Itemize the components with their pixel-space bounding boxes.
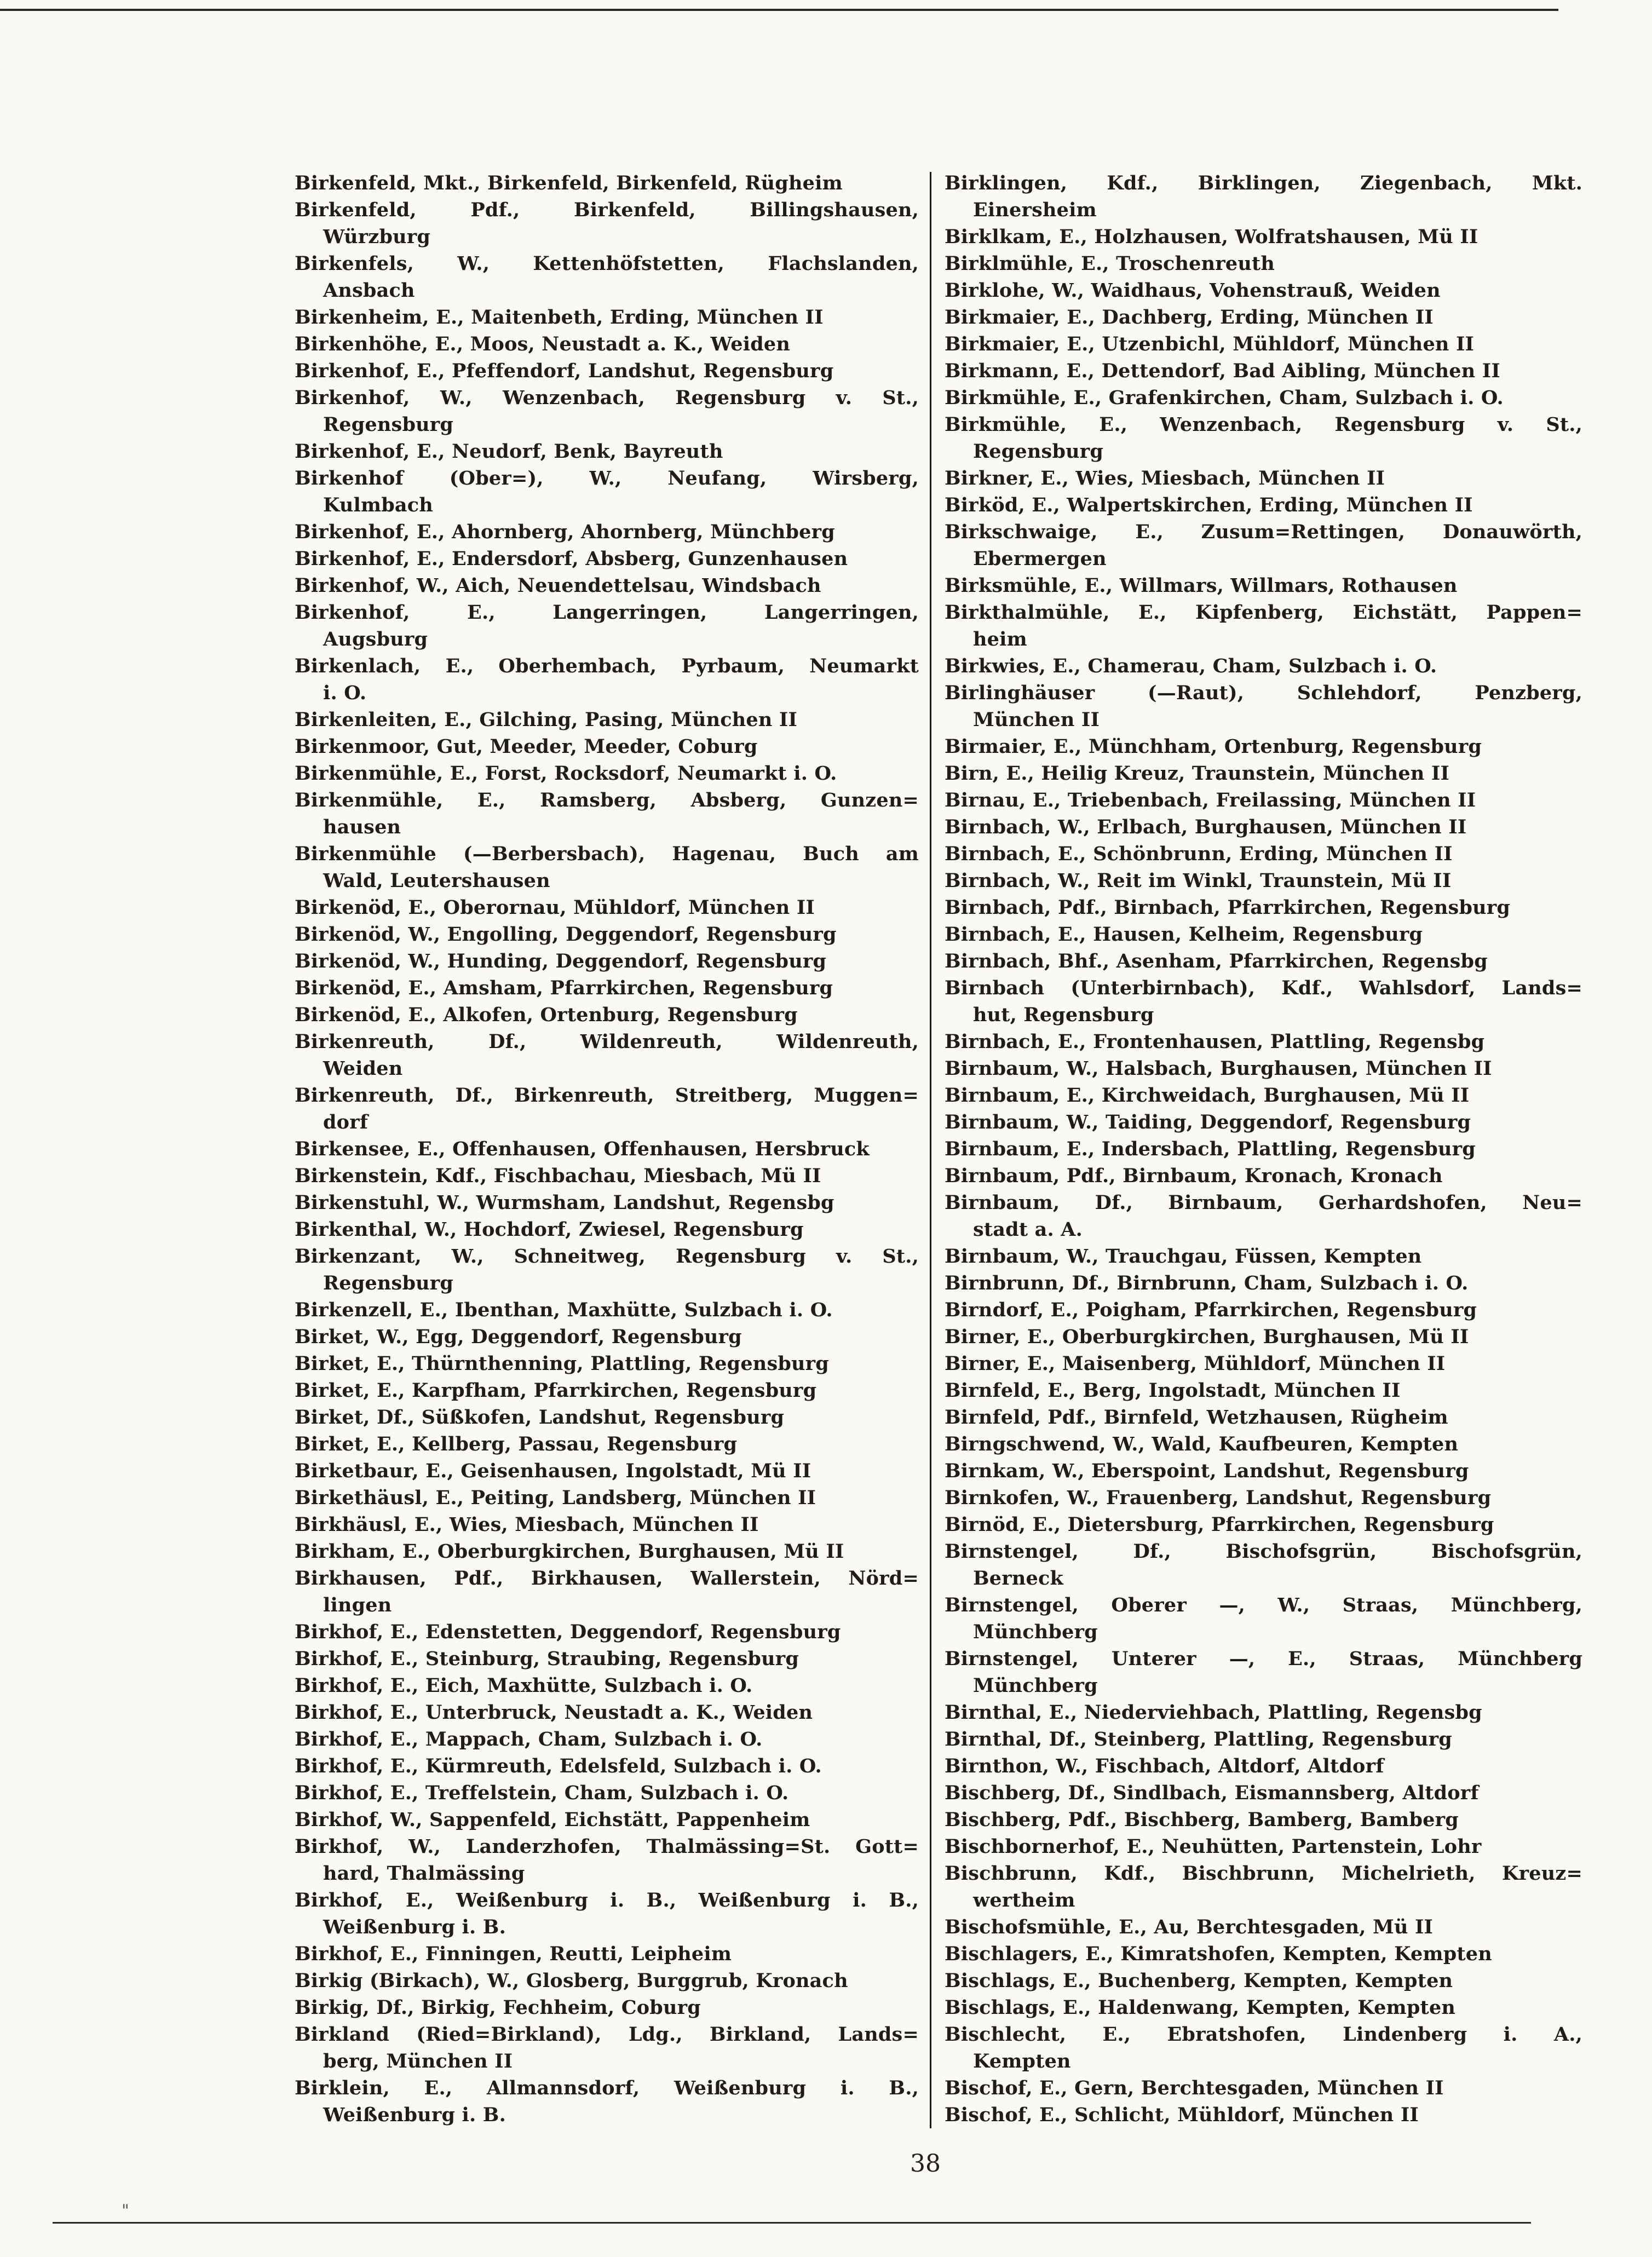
entry-continuation-line: Weiden <box>323 1057 403 1080</box>
entry-first-line: Birndorf, E., Poigham, Pfarrkirchen, Regensburg <box>945 1299 1477 1321</box>
gazetteer-entry <box>295 1404 919 1431</box>
entry-first-line: Birköd, E., Walpertskirchen, Erding, München II <box>945 494 1473 516</box>
entry-first-line: Birkenöd, E., Oberornau, Mühldorf, München II <box>295 896 815 919</box>
gazetteer-entry <box>295 1189 919 1216</box>
entry-first-line: Birnkofen, W., Frauenberg, Landshut, Regensburg <box>945 1487 1492 1509</box>
entry-first-line: Birn, E., Heilig Kreuz, Traunstein, München II <box>945 762 1450 785</box>
entry-first-line: Bischlagers, E., Kimratshofen, Kempten, Kempten <box>945 1943 1492 1965</box>
gazetteer-entry <box>945 1270 1582 1297</box>
gazetteer-entry <box>295 1377 919 1404</box>
entry-first-line: Birnbaum, Pdf., Birnbaum, Kronach, Kronach <box>945 1165 1443 1187</box>
entry-first-line: Birkenöd, E., Alkofen, Ortenburg, Regensburg <box>295 1004 798 1026</box>
gazetteer-entry <box>945 1055 1582 1082</box>
entry-first-line: Birkenhof (Ober=), W., Neufang, Wirsberg, <box>295 467 919 490</box>
entry-continuation-line: lingen <box>323 1594 392 1616</box>
gazetteer-entry <box>295 1431 919 1458</box>
gazetteer-entry <box>295 1162 919 1189</box>
gazetteer-entry <box>945 1914 1582 1941</box>
gazetteer-entry <box>945 921 1582 948</box>
gazetteer-entry <box>295 1753 919 1780</box>
gazetteer-entry <box>945 1028 1582 1055</box>
entry-continuation-line: Weißenburg i. B. <box>323 2104 506 2126</box>
gazetteer-entry <box>295 975 919 1001</box>
gazetteer-entry <box>945 1136 1582 1162</box>
gazetteer-entry <box>945 1297 1582 1323</box>
entry-continuation-line: heim <box>973 628 1027 650</box>
entry-first-line: Birnbach, E., Frontenhausen, Plattling, Regensbg <box>945 1030 1485 1053</box>
entry-continuation-line: hut, Regensburg <box>973 1004 1154 1026</box>
scan-smudge-mark: " <box>122 2201 129 2220</box>
entry-first-line: Birnthal, E., Niederviehbach, Plattling, Regensbg <box>945 1701 1482 1724</box>
entry-first-line: Birnthon, W., Fischbach, Altdorf, Altdorf <box>945 1755 1384 1777</box>
gazetteer-entry <box>945 572 1582 599</box>
entry-first-line: Birkenöd, W., Hunding, Deggendorf, Regensburg <box>295 950 827 972</box>
entry-first-line: Birnöd, E., Dietersburg, Pfarrkirchen, Regensburg <box>945 1513 1494 1536</box>
entry-first-line: Birketbaur, E., Geisenhausen, Ingolstadt, Mü II <box>295 1460 811 1482</box>
page-number: 38 <box>910 2150 941 2178</box>
gazetteer-entry <box>945 1538 1582 1592</box>
gazetteer-entry <box>295 1243 919 1297</box>
entry-first-line: Birket, E., Kellberg, Passau, Regensburg <box>295 1433 738 1455</box>
entry-first-line: Birkenmoor, Gut, Meeder, Meeder, Coburg <box>295 735 758 758</box>
entry-first-line: Birkhausen, Pdf., Birkhausen, Wallerstein, Nörd= <box>295 1567 919 1590</box>
entry-first-line: Birkenhöhe, E., Moos, Neustadt a. K., Weiden <box>295 333 791 355</box>
gazetteer-entry <box>295 545 919 572</box>
entry-first-line: Birnbach, W., Erlbach, Burghausen, München II <box>945 816 1467 838</box>
entry-first-line: Birner, E., Maisenberg, Mühldorf, München II <box>945 1352 1446 1375</box>
entry-first-line: Birnbrunn, Df., Birnbrunn, Cham, Sulzbach i. O. <box>945 1272 1469 1294</box>
entry-first-line: Birnbaum, E., Indersbach, Plattling, Regensburg <box>945 1138 1476 1160</box>
entry-continuation-line: Einersheim <box>973 199 1097 221</box>
entry-first-line: Birket, E., Karpfham, Pfarrkirchen, Regensburg <box>295 1379 817 1402</box>
entry-first-line: Birkmühle, E., Grafenkirchen, Cham, Sulzbach i. O. <box>945 387 1504 409</box>
gazetteer-entry <box>945 1377 1582 1404</box>
entry-first-line: Birkmaier, E., Utzenbichl, Mühldorf, München II <box>945 333 1475 355</box>
entry-first-line: Birkenreuth, Df., Wildenreuth, Wildenreuth, <box>295 1030 919 1053</box>
gazetteer-entry <box>295 519 919 545</box>
entry-first-line: Bischlags, E., Buchenberg, Kempten, Kempten <box>945 1970 1453 1992</box>
entry-first-line: Birnau, E., Triebenbach, Freilassing, München II <box>945 789 1476 811</box>
entry-first-line: Birnstengel, Oberer —, W., Straas, Münchberg, <box>945 1594 1582 1616</box>
entry-first-line: Birkensee, E., Offenhausen, Offenhausen, Hersbruck <box>295 1138 870 1160</box>
entry-first-line: Birkenhof, W., Aich, Neuendettelsau, Windsbach <box>295 574 821 597</box>
gazetteer-entry <box>945 760 1582 787</box>
gazetteer-entry <box>295 2021 919 2075</box>
scan-edge-bottom-line <box>53 2222 1531 2224</box>
entry-first-line: Birkenöd, E., Amsham, Pfarrkirchen, Regensburg <box>295 977 833 999</box>
entry-first-line: Birkig, Df., Birkig, Fechheim, Coburg <box>295 1996 701 2019</box>
gazetteer-entry <box>945 465 1582 492</box>
gazetteer-entry <box>295 840 919 894</box>
gazetteer-entry <box>295 1994 919 2021</box>
entry-continuation-line: Würzburg <box>323 226 431 248</box>
column-divider-rule <box>930 172 931 2128</box>
entry-first-line: Birnfeld, Pdf., Birnfeld, Wetzhausen, Rügheim <box>945 1406 1448 1429</box>
gazetteer-entry <box>295 1619 919 1645</box>
entry-first-line: Birnbaum, W., Taiding, Deggendorf, Regensburg <box>945 1111 1471 1133</box>
gazetteer-entry <box>945 2075 1582 2101</box>
entry-first-line: Birkthalmühle, E., Kipfenberg, Eichstätt, Pappen= <box>945 601 1582 624</box>
entry-first-line: Birkenstein, Kdf., Fischbachau, Miesbach, Mü II <box>295 1165 821 1187</box>
entry-first-line: Birket, Df., Süßkofen, Landshut, Regensburg <box>295 1406 785 1429</box>
entry-continuation-line: Kulmbach <box>323 494 433 516</box>
gazetteer-entry <box>295 2075 919 2128</box>
entry-first-line: Birmaier, E., Münchham, Ortenburg, Regensburg <box>945 735 1482 758</box>
gazetteer-entry <box>295 706 919 733</box>
gazetteer-entry <box>295 1216 919 1243</box>
entry-first-line: Birkhof, E., Kürmreuth, Edelsfeld, Sulzbach i. O. <box>295 1755 822 1777</box>
entry-first-line: Birklmühle, E., Troschenreuth <box>945 252 1275 275</box>
gazetteer-entry <box>295 1082 919 1136</box>
gazetteer-entry <box>945 1109 1582 1136</box>
gazetteer-entry <box>295 465 919 519</box>
entry-first-line: Birlinghäuser (—Raut), Schlehdorf, Penzberg, <box>945 682 1582 704</box>
entry-first-line: Birnstengel, Unterer —, E., Straas, Münchberg <box>945 1648 1582 1670</box>
right-column <box>945 170 1582 2128</box>
entry-first-line: Bischofsmühle, E., Au, Berchtesgaden, Mü II <box>945 1916 1434 1938</box>
entry-first-line: Bischlags, E., Haldenwang, Kempten, Kempten <box>945 1996 1456 2019</box>
entry-first-line: Birkenfeld, Mkt., Birkenfeld, Birkenfeld, Rügheim <box>295 172 843 194</box>
entry-first-line: Birkenhof, E., Endersdorf, Absberg, Gunzenhausen <box>295 548 848 570</box>
entry-first-line: Birnbach, Pdf., Birnbach, Pfarrkirchen, Regensburg <box>945 896 1511 919</box>
gazetteer-entry <box>295 1645 919 1672</box>
gazetteer-entry <box>945 975 1582 1028</box>
gazetteer-entry <box>295 1941 919 1967</box>
entry-first-line: Birkenöd, W., Engolling, Deggendorf, Regensburg <box>295 923 837 946</box>
gazetteer-entry <box>945 277 1582 304</box>
gazetteer-entry <box>295 1511 919 1538</box>
entry-first-line: Birkham, E., Oberburgkirchen, Burghausen, Mü II <box>295 1540 844 1563</box>
gazetteer-entry <box>295 948 919 975</box>
gazetteer-entry <box>945 519 1582 572</box>
entry-continuation-line: hard, Thalmässing <box>323 1862 525 1885</box>
entry-first-line: Birkenzell, E., Ibenthan, Maxhütte, Sulzbach i. O. <box>295 1299 833 1321</box>
gazetteer-entry <box>295 894 919 921</box>
gazetteer-entry <box>945 1941 1582 1967</box>
entry-first-line: Birkenlach, E., Oberhembach, Pyrbaum, Neumarkt <box>295 655 919 677</box>
gazetteer-entry <box>945 1780 1582 1806</box>
gazetteer-entry <box>945 1162 1582 1189</box>
gazetteer-entry <box>295 733 919 760</box>
gazetteer-entry <box>295 760 919 787</box>
entry-continuation-line: Regensburg <box>323 413 454 436</box>
entry-first-line: Birner, E., Oberburgkirchen, Burghausen, Mü II <box>945 1326 1469 1348</box>
gazetteer-entry <box>945 331 1582 358</box>
gazetteer-entry <box>295 921 919 948</box>
entry-first-line: Birkethäusl, E., Peiting, Landsberg, München II <box>295 1487 816 1509</box>
entry-first-line: Birkenleiten, E., Gilching, Pasing, München II <box>295 709 798 731</box>
gazetteer-entry <box>945 2021 1582 2075</box>
gazetteer-entry <box>945 894 1582 921</box>
entry-first-line: Birket, E., Thürnthenning, Plattling, Regensburg <box>295 1352 829 1375</box>
gazetteer-entry <box>295 1672 919 1699</box>
entry-first-line: Birkenmühle, E., Forst, Rocksdorf, Neumarkt i. O. <box>295 762 837 785</box>
entry-continuation-line: wertheim <box>973 1889 1075 1911</box>
entry-first-line: Birnstengel, Df., Bischofsgrün, Bischofsgrün, <box>945 1540 1582 1563</box>
gazetteer-entry <box>295 331 919 358</box>
entry-first-line: Birkenreuth, Df., Birkenreuth, Streitberg, Muggen= <box>295 1084 919 1107</box>
entry-first-line: Birkhof, E., Edenstetten, Deggendorf, Regensburg <box>295 1621 841 1643</box>
gazetteer-entry <box>945 814 1582 840</box>
gazetteer-entry <box>295 599 919 653</box>
gazetteer-entry <box>945 1243 1582 1270</box>
entry-first-line: Birkhof, E., Treffelstein, Cham, Sulzbach i. O. <box>295 1782 789 1804</box>
gazetteer-entry <box>945 948 1582 975</box>
entry-first-line: Birkenstuhl, W., Wurmsham, Landshut, Regensbg <box>295 1191 834 1214</box>
gazetteer-entry <box>295 1458 919 1484</box>
entry-continuation-line: Augsburg <box>323 628 428 650</box>
entry-first-line: Birkner, E., Wies, Miesbach, München II <box>945 467 1385 490</box>
entry-first-line: Birklkam, E., Holzhausen, Wolfratshausen, Mü II <box>945 226 1478 248</box>
gazetteer-entry <box>295 1887 919 1941</box>
gazetteer-entry <box>295 197 919 250</box>
entry-continuation-line: Regensburg <box>323 1272 454 1294</box>
gazetteer-entry <box>295 1699 919 1726</box>
entry-first-line: Birnthal, Df., Steinberg, Plattling, Regensburg <box>945 1728 1452 1751</box>
left-column <box>295 170 919 2128</box>
entry-continuation-line: hausen <box>323 816 401 838</box>
entry-first-line: Birkig (Birkach), W., Glosberg, Burggrub, Kronach <box>295 1970 848 1992</box>
entry-first-line: Bischbrunn, Kdf., Bischbrunn, Michelrieth, Kreuz= <box>945 1862 1582 1885</box>
entry-continuation-line: Ansbach <box>323 279 415 302</box>
entry-first-line: Birkhof, E., Steinburg, Straubing, Regensburg <box>295 1648 799 1670</box>
gazetteer-entry <box>945 1833 1582 1860</box>
entry-first-line: Birkenhof, E., Neudorf, Benk, Bayreuth <box>295 440 723 463</box>
gazetteer-entry <box>945 250 1582 277</box>
entry-first-line: Birkhäusl, E., Wies, Miesbach, München II <box>295 1513 759 1536</box>
gazetteer-entry <box>295 358 919 384</box>
gazetteer-entry <box>945 653 1582 680</box>
gazetteer-entry <box>945 411 1582 465</box>
gazetteer-entry <box>295 384 919 438</box>
gazetteer-entry <box>945 1726 1582 1753</box>
entry-continuation-line: dorf <box>323 1111 369 1133</box>
entry-first-line: Bischbornerhof, E., Neuhütten, Partenstein, Lohr <box>945 1835 1482 1858</box>
entry-first-line: Birkschwaige, E., Zusum=Rettingen, Donauwörth, <box>945 521 1582 543</box>
entry-first-line: Birkhof, W., Sappenfeld, Eichstätt, Pappenheim <box>295 1809 810 1831</box>
entry-first-line: Birkenhof, E., Ahornberg, Ahornberg, Münchberg <box>295 521 835 543</box>
entry-first-line: Birngschwend, W., Wald, Kaufbeuren, Kempten <box>945 1433 1459 1455</box>
gazetteer-entry <box>945 680 1582 733</box>
gazetteer-entry <box>945 1189 1582 1243</box>
gazetteer-entry <box>295 653 919 706</box>
entry-continuation-line: Ebermergen <box>973 548 1107 570</box>
entry-first-line: Birkenmühle, E., Ramsberg, Absberg, Gunzen= <box>295 789 919 811</box>
entry-continuation-line: stadt a. A. <box>973 1218 1083 1241</box>
gazetteer-entry <box>945 1753 1582 1780</box>
entry-first-line: Bischberg, Df., Sindlbach, Eismannsberg, Altdorf <box>945 1782 1479 1804</box>
gazetteer-entry <box>945 170 1582 223</box>
gazetteer-entry <box>295 438 919 465</box>
gazetteer-entry <box>945 599 1582 653</box>
gazetteer-entry <box>945 2101 1582 2128</box>
entry-first-line: Birkenfels, W., Kettenhöfstetten, Flachslanden, <box>295 252 919 275</box>
entry-first-line: Birkenmühle (—Berbersbach), Hagenau, Buch am <box>295 843 919 865</box>
gazetteer-entry <box>945 1082 1582 1109</box>
gazetteer-entry <box>295 572 919 599</box>
entry-first-line: Birkhof, E., Mappach, Cham, Sulzbach i. O. <box>295 1728 763 1751</box>
entry-first-line: Birket, W., Egg, Deggendorf, Regensburg <box>295 1326 742 1348</box>
entry-first-line: Birkmühle, E., Wenzenbach, Regensburg v. St., <box>945 413 1582 436</box>
gazetteer-entry <box>945 384 1582 411</box>
entry-continuation-line: berg, München II <box>323 2050 513 2072</box>
gazetteer-entry <box>295 170 919 197</box>
entry-continuation-line: München II <box>973 709 1100 731</box>
gazetteer-entry <box>945 1511 1582 1538</box>
gazetteer-entry <box>295 1136 919 1162</box>
gazetteer-entry <box>295 1780 919 1806</box>
gazetteer-entry <box>295 1350 919 1377</box>
gazetteer-entry <box>295 250 919 304</box>
entry-first-line: Bischof, E., Gern, Berchtesgaden, München II <box>945 2077 1444 2099</box>
entry-first-line: Birkenthal, W., Hochdorf, Zwiesel, Regensburg <box>295 1218 804 1241</box>
gazetteer-entry <box>295 1538 919 1565</box>
entry-first-line: Birkenheim, E., Maitenbeth, Erding, München II <box>295 306 824 329</box>
gazetteer-entry <box>295 1028 919 1082</box>
gazetteer-text-block <box>295 170 1582 2128</box>
entry-first-line: Bischlecht, E., Ebratshofen, Lindenberg i. A., <box>945 2023 1582 2046</box>
entry-continuation-line: Münchberg <box>973 1674 1098 1697</box>
gazetteer-entry <box>945 358 1582 384</box>
entry-first-line: Birnbach, E., Schönbrunn, Erding, München II <box>945 843 1453 865</box>
entry-first-line: Birkhof, E., Finningen, Reutti, Leipheim <box>295 1943 732 1965</box>
entry-continuation-line: Berneck <box>973 1567 1063 1590</box>
entry-continuation-line: Regensburg <box>973 440 1104 463</box>
entry-first-line: Birkhof, E., Unterbruck, Neustadt a. K., Weiden <box>295 1701 813 1724</box>
gazetteer-entry <box>945 787 1582 814</box>
entry-first-line: Birklein, E., Allmannsdorf, Weißenburg i. B., <box>295 2077 919 2099</box>
entry-first-line: Birnbaum, W., Trauchgau, Füssen, Kempten <box>945 1245 1422 1268</box>
gazetteer-entry <box>295 1726 919 1753</box>
entry-first-line: Birkenhof, W., Wenzenbach, Regensburg v. St., <box>295 387 919 409</box>
entry-first-line: Birkenzant, W., Schneitweg, Regensburg v. St., <box>295 1245 919 1268</box>
gazetteer-entry <box>945 1404 1582 1431</box>
gazetteer-entry <box>295 1484 919 1511</box>
gazetteer-entry <box>945 1350 1582 1377</box>
entry-first-line: Bischof, E., Schlicht, Mühldorf, München II <box>945 2104 1419 2126</box>
gazetteer-entry <box>295 1833 919 1887</box>
entry-continuation-line: Kempten <box>973 2050 1071 2072</box>
entry-first-line: Birkenfeld, Pdf., Birkenfeld, Billingshausen, <box>295 199 919 221</box>
entry-first-line: Birnbach, Bhf., Asenham, Pfarrkirchen, Regensbg <box>945 950 1488 972</box>
entry-first-line: Birnbaum, E., Kirchweidach, Burghausen, Mü II <box>945 1084 1470 1107</box>
entry-first-line: Birkwies, E., Chamerau, Cham, Sulzbach i. O. <box>945 655 1437 677</box>
gazetteer-entry <box>945 1431 1582 1458</box>
entry-first-line: Birkhof, E., Weißenburg i. B., Weißenburg i. B., <box>295 1889 919 1911</box>
entry-first-line: Birkhof, W., Landerzhofen, Thalmässing=St. Gott= <box>295 1835 919 1858</box>
gazetteer-entry <box>945 867 1582 894</box>
gazetteer-entry <box>945 1323 1582 1350</box>
gazetteer-entry <box>945 1592 1582 1645</box>
gazetteer-entry <box>945 840 1582 867</box>
gazetteer-entry <box>945 733 1582 760</box>
gazetteer-entry <box>945 223 1582 250</box>
entry-continuation-line: Münchberg <box>973 1621 1098 1643</box>
gazetteer-entry <box>295 1967 919 1994</box>
gazetteer-entry <box>295 1001 919 1028</box>
gazetteer-entry <box>945 1458 1582 1484</box>
entry-continuation-line: Wald, Leutershausen <box>323 870 550 892</box>
gazetteer-entry <box>945 1994 1582 2021</box>
gazetteer-entry <box>295 1323 919 1350</box>
entry-first-line: Birnbach, E., Hausen, Kelheim, Regensburg <box>945 923 1423 946</box>
gazetteer-entry <box>295 1806 919 1833</box>
entry-first-line: Bischberg, Pdf., Bischberg, Bamberg, Bamberg <box>945 1809 1459 1831</box>
entry-first-line: Birnbaum, W., Halsbach, Burghausen, München II <box>945 1057 1492 1080</box>
entry-first-line: Birkland (Ried=Birkland), Ldg., Birkland, Lands= <box>295 2023 919 2046</box>
gazetteer-entry <box>945 1860 1582 1914</box>
entry-first-line: Birnbach (Unterbirnbach), Kdf., Wahlsdorf, Lands= <box>945 977 1582 999</box>
scan-edge-top-line <box>0 9 1558 11</box>
gazetteer-entry <box>945 1967 1582 1994</box>
gazetteer-entry <box>945 492 1582 519</box>
entry-first-line: Birnkam, W., Eberspoint, Landshut, Regensburg <box>945 1460 1469 1482</box>
entry-first-line: Birkenhof, E., Langerringen, Langerringen, <box>295 601 919 624</box>
entry-first-line: Birksmühle, E., Willmars, Willmars, Rothausen <box>945 574 1458 597</box>
entry-first-line: Birkmaier, E., Dachberg, Erding, München II <box>945 306 1434 329</box>
entry-first-line: Birkhof, E., Eich, Maxhütte, Sulzbach i. O. <box>295 1674 753 1697</box>
entry-first-line: Birnbaum, Df., Birnbaum, Gerhardshofen, Neu= <box>945 1191 1582 1214</box>
gazetteer-entry <box>945 1806 1582 1833</box>
gazetteer-entry <box>295 787 919 840</box>
entry-first-line: Birklohe, W., Waidhaus, Vohenstrauß, Weiden <box>945 279 1441 302</box>
gazetteer-entry <box>295 304 919 331</box>
entry-first-line: Birnfeld, E., Berg, Ingolstadt, München II <box>945 1379 1401 1402</box>
entry-first-line: Birnbach, W., Reit im Winkl, Traunstein, Mü II <box>945 870 1452 892</box>
gazetteer-entry <box>295 1297 919 1323</box>
gazetteer-entry <box>945 1484 1582 1511</box>
entry-continuation-line: i. O. <box>323 682 367 704</box>
entry-first-line: Birklingen, Kdf., Birklingen, Ziegenbach, Mkt. <box>945 172 1582 194</box>
entry-first-line: Birkmann, E., Dettendorf, Bad Aibling, München II <box>945 360 1500 382</box>
entry-first-line: Birkenhof, E., Pfeffendorf, Landshut, Regensburg <box>295 360 834 382</box>
entry-continuation-line: Weißenburg i. B. <box>323 1916 506 1938</box>
gazetteer-entry <box>945 1645 1582 1699</box>
gazetteer-entry <box>295 1565 919 1619</box>
gazetteer-entry <box>945 304 1582 331</box>
gazetteer-entry <box>945 1699 1582 1726</box>
